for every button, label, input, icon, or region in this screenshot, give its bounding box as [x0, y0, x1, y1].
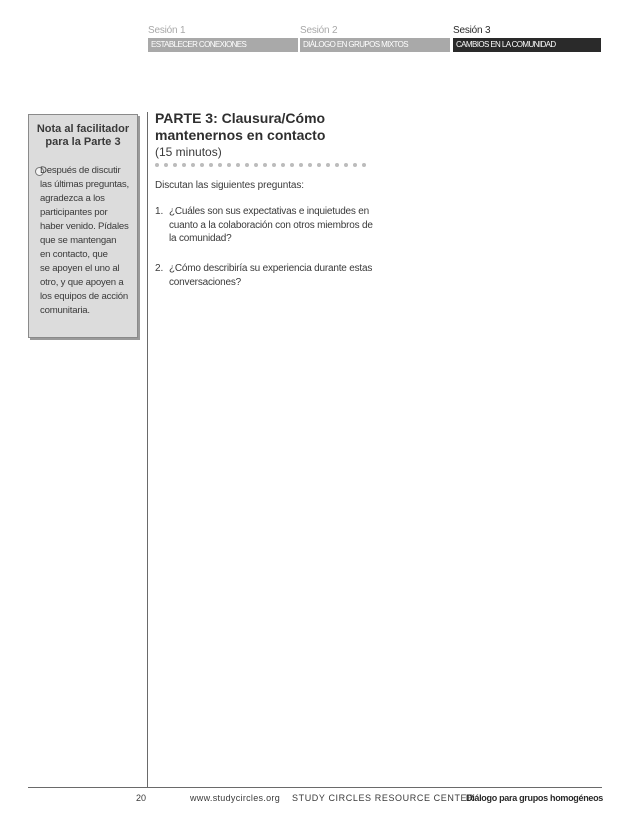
separator-dot — [236, 163, 240, 167]
separator-dot — [254, 163, 258, 167]
separator-dot — [182, 163, 186, 167]
facilitator-note-text — [40, 164, 136, 318]
facilitator-note-title — [29, 123, 137, 149]
separator-dot — [272, 163, 276, 167]
session-1-label: Sesión 1 — [148, 25, 186, 36]
separator-dot — [326, 163, 330, 167]
separator-dot — [344, 163, 348, 167]
footer-rule — [28, 787, 602, 788]
question-line: conversaciones? — [169, 276, 242, 288]
separator-dot — [299, 163, 303, 167]
session-3-title: CAMBIOS EN LA COMUNIDAD — [453, 38, 601, 52]
question-line: la comunidad? — [169, 233, 232, 244]
facilitator-note-box — [28, 114, 138, 338]
question-line: ¿Cuáles son sus expectativas e inquietudes en — [169, 206, 370, 217]
separator-dot — [335, 163, 339, 167]
session-2-label: Sesión 2 — [300, 25, 338, 36]
question-2-text — [169, 262, 372, 289]
question-line: ¿Cómo describiría su experiencia durante estas — [169, 263, 373, 274]
note-line: que se mantengan — [40, 235, 117, 246]
note-line: comunitaria. — [40, 305, 90, 316]
separator-dot — [227, 163, 231, 167]
dotted-separator — [155, 163, 366, 167]
note-line: Después de discutir — [40, 165, 121, 176]
question-line: cuanto a la colaboración con otros miembros de — [169, 219, 373, 231]
note-line: los equipos de acción — [40, 291, 129, 302]
session-1-title: ESTABLECER CONEXIONES — [148, 38, 298, 52]
question-1-number: 1. — [155, 206, 164, 217]
note-line: otro, y que apoyen a — [40, 277, 124, 288]
separator-dot — [308, 163, 312, 167]
section-title — [155, 110, 395, 144]
note-line: haber venido. Pídales — [40, 221, 129, 232]
section-title-line: mantenernos en contacto — [155, 127, 326, 143]
section-duration: (15 minutos) — [155, 145, 222, 159]
question-1-text — [169, 205, 373, 246]
note-line: se apoyen el uno al — [40, 263, 120, 274]
separator-dot — [290, 163, 294, 167]
separator-dot — [218, 163, 222, 167]
separator-dot — [173, 163, 177, 167]
separator-dot — [155, 163, 159, 167]
separator-dot — [209, 163, 213, 167]
separator-dot — [317, 163, 321, 167]
separator-dot — [353, 163, 357, 167]
separator-dot — [362, 163, 366, 167]
footer-organization: STUDY CIRCLES RESOURCE CENTER — [292, 793, 475, 803]
separator-dot — [245, 163, 249, 167]
session-2-title: DIÁLOGO EN GRUPOS MIXTOS — [300, 38, 450, 52]
footer-url: www.studycircles.org — [190, 793, 281, 803]
note-line: agradezca a los — [40, 193, 105, 204]
separator-dot — [263, 163, 267, 167]
column-divider — [147, 112, 148, 788]
facilitator-note-title-line: Nota al facilitador — [36, 123, 130, 135]
separator-dot — [191, 163, 195, 167]
section-title-line: PARTE 3: Clausura/Cómo — [155, 110, 326, 126]
footer-title: Diálogo para grupos homogéneos — [466, 793, 604, 803]
note-line: las últimas preguntas, — [40, 179, 129, 190]
question-2-number: 2. — [155, 263, 164, 274]
session-3-label: Sesión 3 — [453, 25, 491, 36]
page-number: 20 — [136, 793, 147, 803]
separator-dot — [164, 163, 168, 167]
questions-intro: Discutan las siguientes preguntas: — [155, 180, 304, 191]
facilitator-note-title-line: para la Parte 3 — [45, 136, 121, 148]
separator-dot — [200, 163, 204, 167]
note-line: en contacto, que — [40, 249, 108, 260]
separator-dot — [281, 163, 285, 167]
note-line: participantes por — [40, 207, 108, 218]
